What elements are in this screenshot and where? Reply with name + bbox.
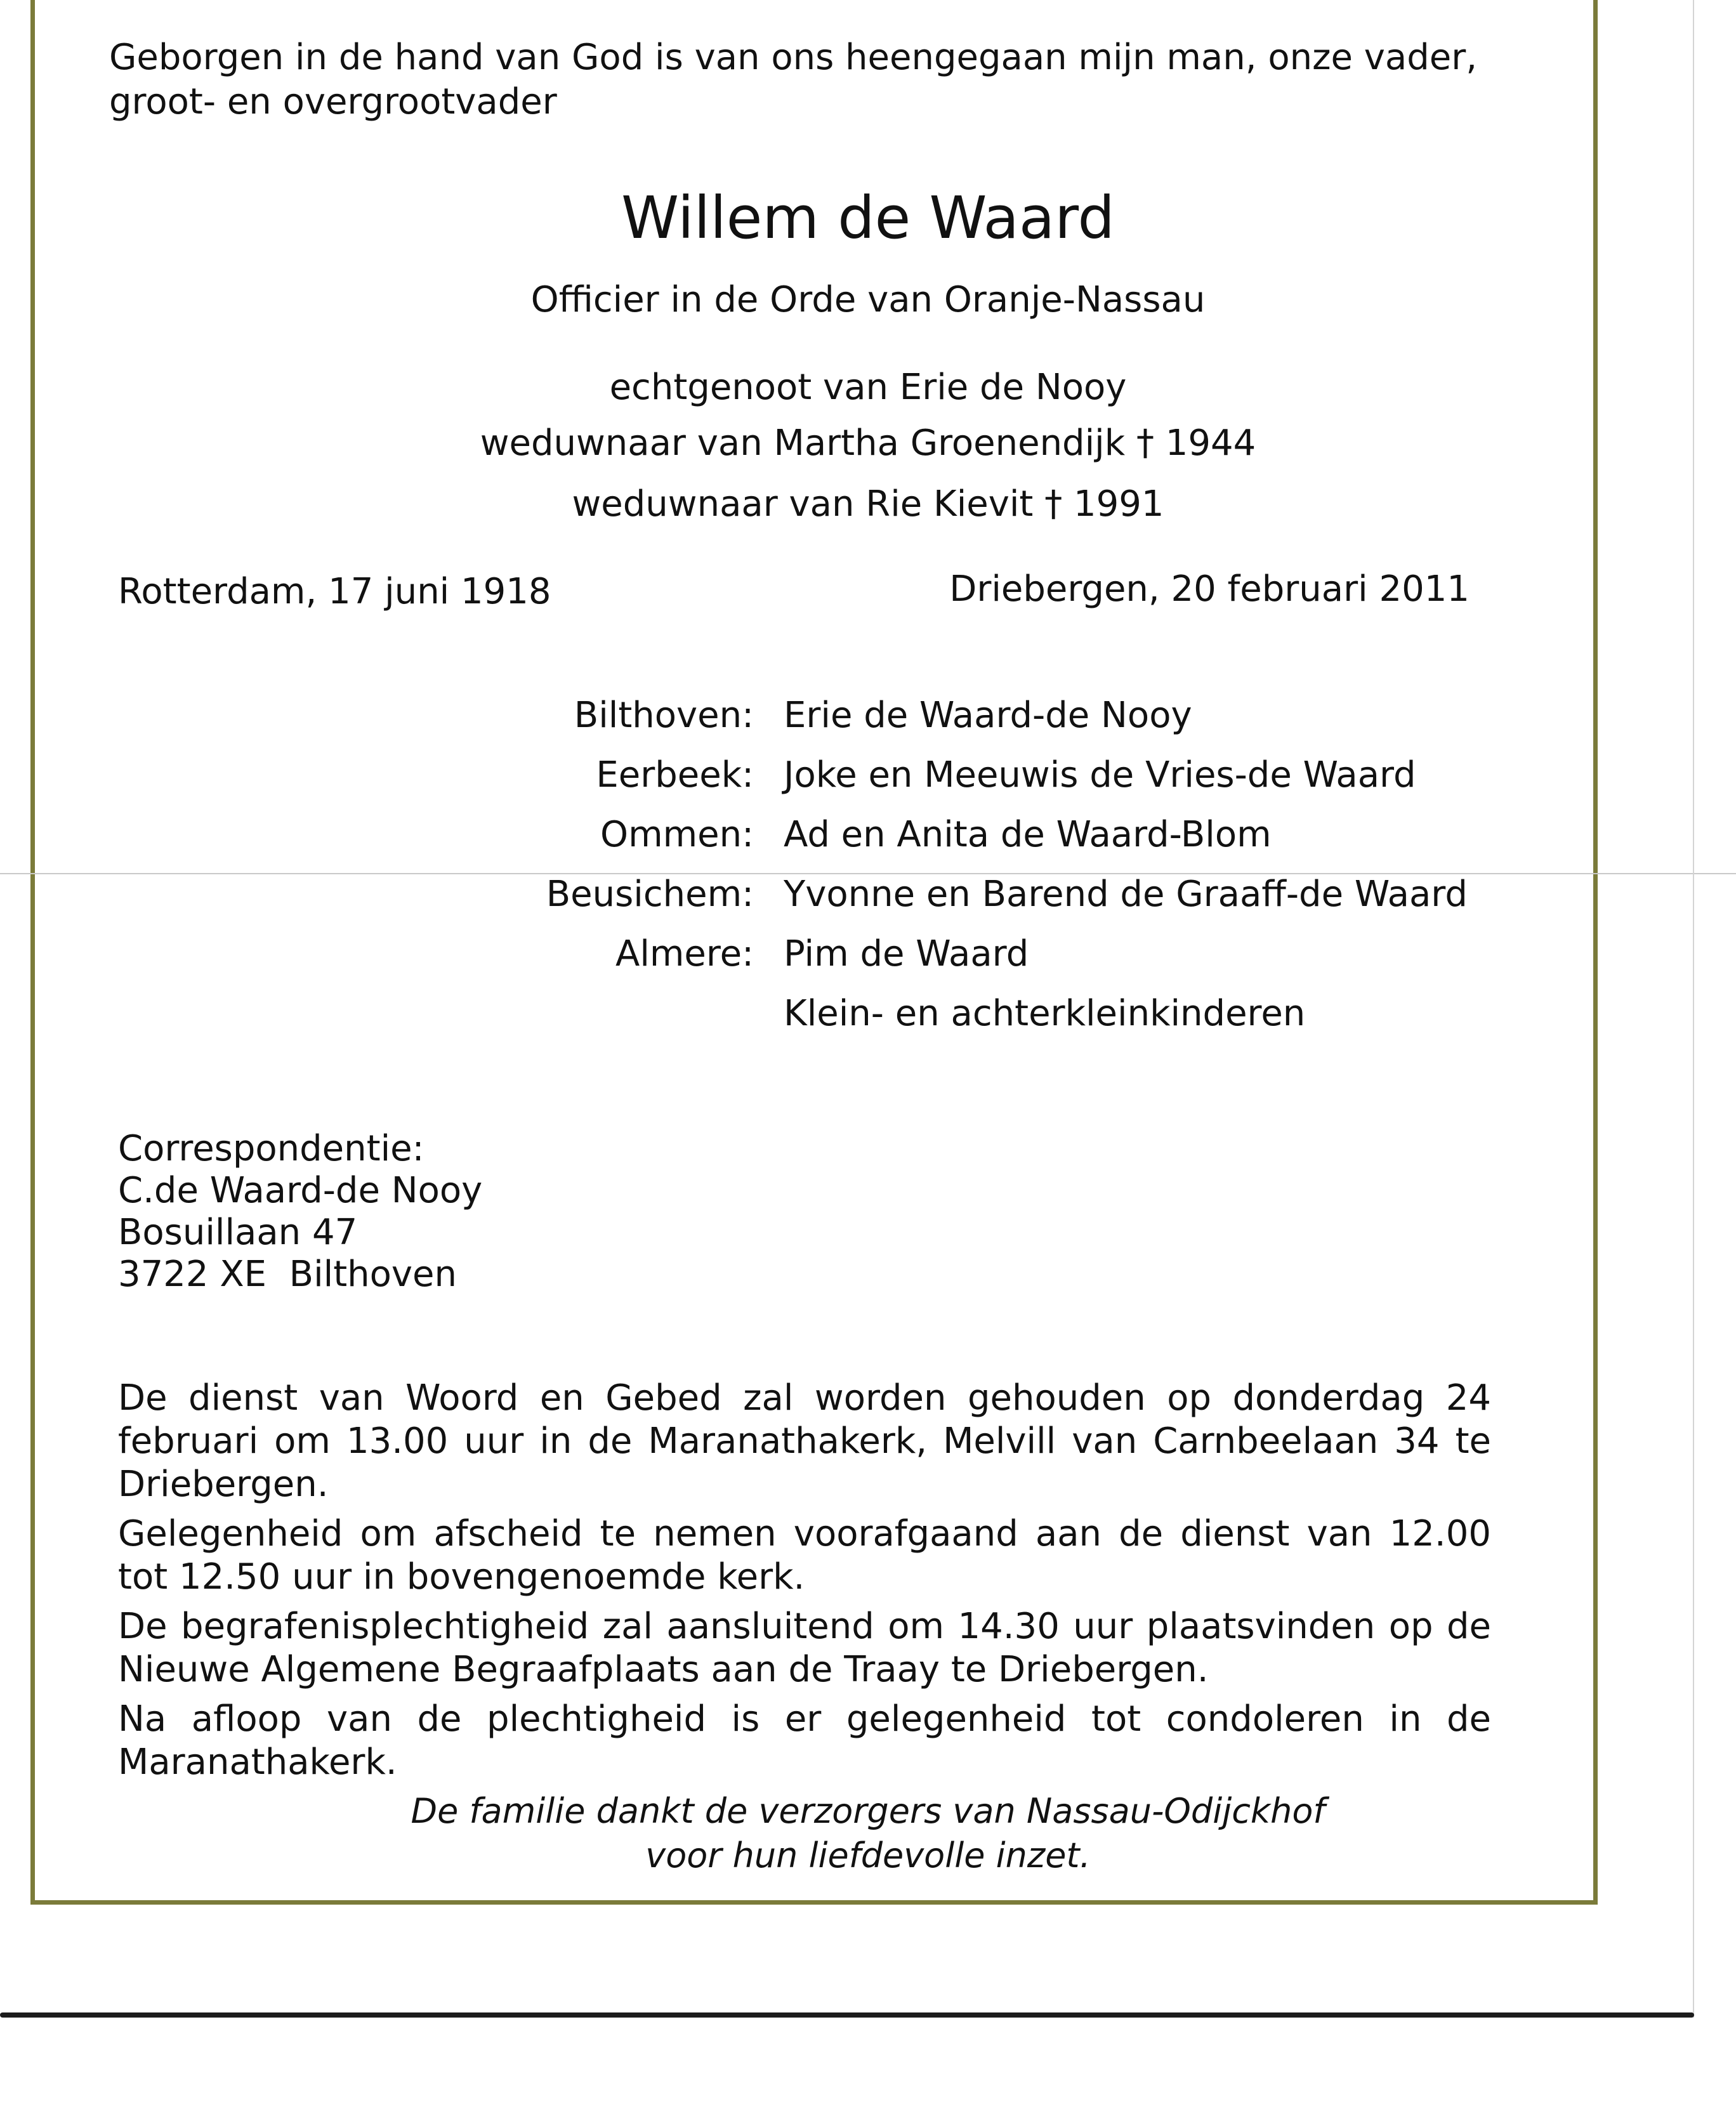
family-place: Bilthoven:: [574, 695, 754, 736]
intro-text: Geborgen in de hand van God is van ons heengegaan mijn man, onze vader, groot- en overgrootvader: [109, 37, 1478, 122]
correspondence-city: 3722 XE Bilthoven: [118, 1254, 457, 1295]
honor-order: Officier in de Orde van Oranje-Nassau: [530, 279, 1206, 320]
family-names: Yvonne en Barend de Graaff-de Waard: [784, 874, 1468, 915]
death-place-date: Driebergen, 20 februari 2011: [949, 568, 1470, 610]
family-place: [0, 993, 784, 1053]
family-place: Almere:: [615, 933, 754, 975]
family-names: Klein- en achterkleinkinderen: [784, 993, 1306, 1034]
family-row: [0, 814, 1468, 874]
correspondence-label: Correspondentie:: [118, 1128, 424, 1169]
deceased-name: Willem de Waard: [621, 184, 1115, 252]
widower-line-1: weduwnaar van Martha Groenendijk † 1944: [480, 423, 1256, 464]
thanks-line-2: voor hun liefdevolle inzet.: [645, 1835, 1091, 1875]
thanks-note: [0, 1789, 1736, 1878]
family-names: Erie de Waard-de Nooy: [784, 695, 1192, 736]
thanks-line-1: De familie dankt de verzorgers van Nassau-Odijckhof: [411, 1791, 1325, 1831]
family-names: Joke en Meeuwis de Vries-de Waard: [784, 754, 1416, 796]
service-paragraph: Na afloop van de plechtigheid is er gelegenheid tot condoleren in de Maranathakerk.: [118, 1698, 1491, 1783]
correspondence-name: C.de Waard-de Nooy: [118, 1170, 483, 1211]
family-row: [0, 754, 1468, 814]
family-names: Pim de Waard: [784, 933, 1029, 975]
birth-place-date: Rotterdam, 17 juni 1918: [118, 571, 551, 612]
service-paragraph: De begrafenisplechtigheid zal aansluitend om 14.30 uur plaatsvinden op de Nieuwe Algemene Begraafplaats aan de Traay te Driebergen.: [118, 1606, 1491, 1690]
service-paragraph: De dienst van Woord en Gebed zal worden gehouden op donderdag 24 februari om 13.00 uur in de Maranathakerk, Melvill van Carnbeelaan 34 te Driebergen.: [118, 1377, 1491, 1505]
family-place: Ommen:: [600, 814, 754, 855]
family-row: [0, 993, 1468, 1053]
paper-edge-bottom: [0, 2012, 1694, 2018]
service-details: [118, 1377, 1491, 1790]
family-place: Eerbeek:: [596, 754, 754, 796]
correspondence-block: [118, 1128, 482, 1296]
family-row: [0, 933, 1468, 993]
family-row: [0, 695, 1468, 754]
service-paragraph: Gelegenheid om afscheid te nemen voorafgaand aan de dienst van 12.00 tot 12.50 uur in bovengenoemde kerk.: [118, 1513, 1491, 1598]
widower-line-2: weduwnaar van Rie Kievit † 1991: [572, 483, 1164, 525]
family-place: Beusichem:: [546, 874, 754, 915]
family-list: [0, 695, 1468, 1053]
family-row: [0, 874, 1468, 933]
correspondence-street: Bosuillaan 47: [118, 1212, 358, 1253]
spouse-line: echtgenoot van Erie de Nooy: [609, 367, 1127, 408]
family-names: Ad en Anita de Waard-Blom: [784, 814, 1272, 855]
